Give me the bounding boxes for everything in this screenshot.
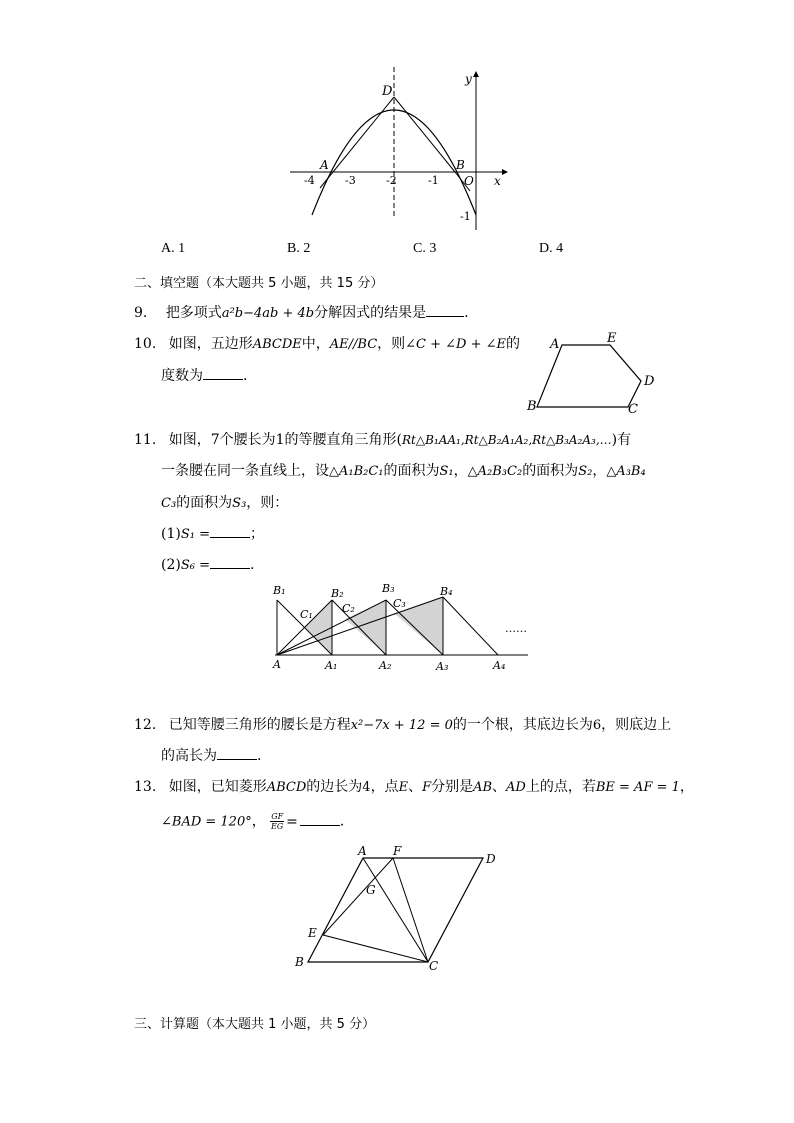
rh-label-G: G xyxy=(366,883,376,897)
q10-end: . xyxy=(243,368,248,384)
label-D: D xyxy=(382,84,393,99)
q11-line2-c: ， xyxy=(453,463,468,479)
q10-answer-blank[interactable] xyxy=(203,379,243,380)
q13-frac-den: EG xyxy=(271,822,284,831)
tri-label-A3: A₃ xyxy=(436,660,449,673)
tri-label-C3: C₃ xyxy=(393,597,406,610)
q11-line2-d: 的面积为 xyxy=(522,463,579,479)
q10-pentagon-name: ABCDE xyxy=(252,337,302,352)
question-11-sub2 xyxy=(161,556,254,575)
question-12-line1 xyxy=(134,716,671,735)
x-axis-arrow xyxy=(502,169,508,175)
q9-text-b: 分解因式的结果是 xyxy=(314,305,427,321)
question-13-line1 xyxy=(134,778,694,797)
q10-line2: 度数为 xyxy=(161,368,203,384)
tri-label-C2: C₂ xyxy=(342,602,355,615)
tri-label-A2: A₂ xyxy=(379,659,392,672)
tri-label-B1: B₁ xyxy=(273,584,286,597)
tri-label-B2: B₂ xyxy=(331,587,344,600)
q11-line2-a: 一条腰在同一条直线上，设 xyxy=(161,463,329,479)
tick-neg4: -4 xyxy=(304,174,315,187)
pentagon-shape xyxy=(537,345,641,407)
seg-EF xyxy=(323,858,393,935)
parabola-figure xyxy=(280,65,520,235)
q11-line2-e: ， xyxy=(592,463,607,479)
q11-sub2-label: (2) xyxy=(161,557,181,573)
tick-neg1: -1 xyxy=(428,174,439,187)
tri-label-A: A xyxy=(273,658,281,671)
q12-answer-blank[interactable] xyxy=(217,759,257,760)
choice-a[interactable]: A. 1 xyxy=(161,241,186,256)
segment-DA xyxy=(333,97,394,172)
q11-number: 11. xyxy=(134,432,157,448)
q12-text-a: 已知等腰三角形的腰长是方程 xyxy=(168,717,351,733)
pentagon-figure xyxy=(520,330,670,420)
q13-answer-blank[interactable] xyxy=(300,825,340,826)
q11-tri2: △A₂B₃C₂ xyxy=(467,464,523,479)
rh-label-A: A xyxy=(358,844,367,858)
tri-label-A4: A₄ xyxy=(493,659,506,672)
q10-text-a: 如图，五边形 xyxy=(168,336,253,352)
q12-line2: 的高长为 xyxy=(161,748,217,764)
q13-sep1: 、 xyxy=(408,779,423,795)
q11-line3-b: ，则： xyxy=(246,495,289,511)
q13-text-a: 如图，已知菱形 xyxy=(168,779,267,795)
q11-sub2-blank[interactable] xyxy=(210,568,250,569)
q13-text-b: 的边长为 xyxy=(306,779,363,795)
tri-label-B4: B₄ xyxy=(440,585,453,598)
rh-label-C: C xyxy=(429,959,439,973)
q12-base: 6 xyxy=(592,718,602,733)
tri-label-B3: B₃ xyxy=(382,582,395,595)
q10-number: 10. xyxy=(134,336,157,352)
q13-text-d: 分别是 xyxy=(431,779,474,795)
q13-comma: ， xyxy=(251,813,266,830)
segment-DB xyxy=(394,97,455,172)
question-10-line2 xyxy=(161,367,247,385)
question-11-line2 xyxy=(161,462,646,481)
question-9 xyxy=(134,304,469,323)
question-12-line2 xyxy=(161,747,261,765)
q13-text-c: ，点 xyxy=(370,779,399,795)
q11-line2-b: 的面积为 xyxy=(383,463,440,479)
q12-equation: x²−7x + 12 = 0 xyxy=(350,718,453,733)
q13-text-f: ， xyxy=(679,779,694,795)
q9-answer-blank[interactable] xyxy=(426,316,464,317)
q11-tri1: △A₁B₂C₁ xyxy=(329,464,384,479)
q13-end: . xyxy=(339,813,345,830)
pent-label-B: B xyxy=(527,399,537,414)
label-y: y xyxy=(465,72,472,86)
q13-angle: ∠BAD = 120° xyxy=(161,814,252,830)
triangles-figure xyxy=(265,580,545,675)
q13-frac-num: GF xyxy=(271,812,284,821)
q11-s2: S₂ xyxy=(578,464,593,479)
rh-label-F: F xyxy=(393,844,402,858)
tri-dots: …… xyxy=(505,622,527,635)
q11-text-b: )有 xyxy=(611,432,632,448)
pent-label-C: C xyxy=(628,402,638,417)
segment-DA-ext xyxy=(320,172,333,188)
pent-label-D: D xyxy=(644,374,655,389)
q11-triangles: Rt△B₁AA₁,Rt△B₂A₁A₂,Rt△B₃A₂A₃,… xyxy=(402,433,612,447)
q9-end: . xyxy=(464,305,469,321)
q13-fraction xyxy=(270,812,284,831)
seg-CF xyxy=(393,858,428,962)
question-13-line2 xyxy=(161,812,344,832)
question-11-line3 xyxy=(161,494,288,513)
q11-s1: S₁ xyxy=(439,464,454,479)
q9-number: 9. xyxy=(134,305,148,321)
q10-condition: AE//BC xyxy=(329,337,378,352)
question-11-sub1 xyxy=(161,525,264,544)
q12-number: 12. xyxy=(134,717,157,733)
tri-label-C1: C₁ xyxy=(300,608,313,621)
q11-sub1-expr: S₁ = xyxy=(180,527,210,542)
q13-AD: AD xyxy=(506,780,526,795)
q11-tri3a: △A₃B₄ xyxy=(606,464,646,479)
q13-text-e: 上的点，若 xyxy=(525,779,596,795)
q13-AB: AB xyxy=(473,780,493,795)
q11-text-a: 如图，7个腰长为1的等腰直角三角形( xyxy=(168,432,402,448)
q10-text-c: ，则 xyxy=(377,336,406,352)
q13-condition: BE = AF = 1 xyxy=(595,780,680,795)
label-x: x xyxy=(494,174,501,188)
question-11-line1 xyxy=(134,431,631,449)
section2-title: 二、填空题（本大题共 5 小题，共 15 分） xyxy=(134,276,384,291)
label-O: O xyxy=(464,174,474,188)
seg-EC xyxy=(323,935,428,962)
choice-d[interactable]: D. 4 xyxy=(539,241,564,256)
q10-text-b: 中， xyxy=(301,336,330,352)
q9-expr: a²b−4ab + 4b xyxy=(221,306,315,321)
seg-CA xyxy=(363,858,428,962)
rhombus-figure xyxy=(290,842,510,977)
q12-text-c: ，则底边上 xyxy=(601,717,672,733)
q11-sub1-end: ； xyxy=(250,526,264,542)
q13-number: 13. xyxy=(134,779,157,795)
q12-text-b: 的一个根，其底边长为 xyxy=(452,717,593,733)
y-axis-arrow xyxy=(473,71,479,77)
q10-text-d: 的 xyxy=(506,336,521,352)
q13-sep2: 、 xyxy=(492,779,507,795)
pent-label-A: A xyxy=(550,337,560,352)
choice-b[interactable]: B. 2 xyxy=(287,241,311,256)
q11-sub2-end: . xyxy=(250,557,255,573)
q11-sub1-label: (1) xyxy=(161,526,181,542)
tick-neg3: -3 xyxy=(345,174,356,187)
section3-title: 三、计算题（本大题共 1 小题，共 5 分） xyxy=(134,1017,376,1032)
question-10-line1 xyxy=(134,335,520,354)
q11-sub1-blank[interactable] xyxy=(210,537,250,538)
rh-label-D: D xyxy=(486,852,496,866)
q12-end: . xyxy=(257,748,262,764)
tick-y-neg1: -1 xyxy=(460,210,471,223)
pent-label-E: E xyxy=(607,331,617,346)
label-B: B xyxy=(456,158,465,172)
q13-eq: = xyxy=(286,813,298,830)
tick-neg2: -2 xyxy=(386,174,397,187)
tri-label-A1: A₁ xyxy=(325,659,338,672)
q11-tri3b: C₃ xyxy=(161,496,177,511)
label-A: A xyxy=(320,158,329,172)
rh-label-B: B xyxy=(295,955,304,969)
q11-s3: S₃ xyxy=(232,496,247,511)
q13-rhombus-name: ABCD xyxy=(266,780,307,795)
q13-side: 4 xyxy=(362,780,371,795)
q11-sub2-expr: S₆ = xyxy=(180,558,210,573)
q13-point-E: E xyxy=(398,780,409,795)
q10-angles: ∠C + ∠D + ∠E xyxy=(405,337,507,352)
q13-point-F: F xyxy=(422,780,432,795)
choice-c[interactable]: C. 3 xyxy=(413,241,437,256)
q9-text-a: 把多项式 xyxy=(165,305,222,321)
rh-label-E: E xyxy=(308,926,317,940)
q11-line3-a: 的面积为 xyxy=(176,495,233,511)
